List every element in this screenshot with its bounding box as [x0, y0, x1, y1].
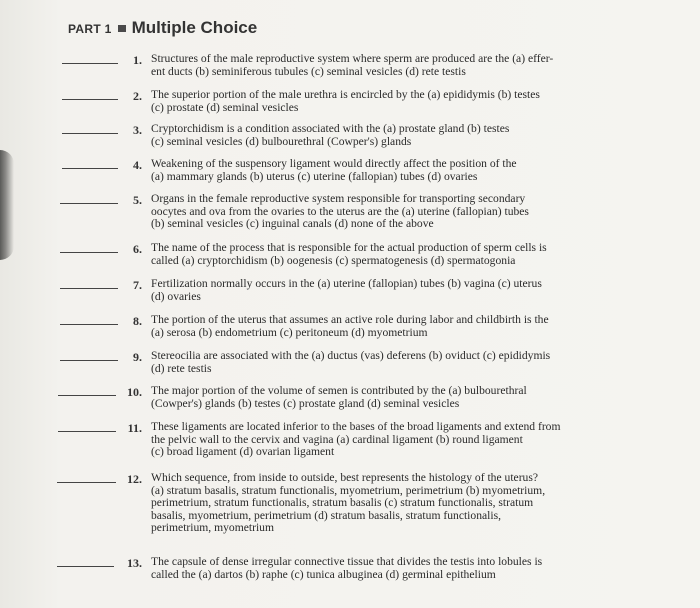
question-text-line: These ligaments are located inferior to the bases of the broad ligaments and extend from: [151, 420, 561, 433]
question-text-line: Fertilization normally occurs in the (a) uterine (fallopian) tubes (b) vagina (c) uterus: [151, 277, 542, 290]
answer-blank[interactable]: [60, 324, 118, 325]
question-text: [151, 53, 641, 78]
question-text: [151, 242, 641, 267]
question-text: [151, 556, 641, 581]
answer-blank[interactable]: [62, 63, 118, 64]
answer-blank[interactable]: [62, 99, 118, 100]
section-header: [68, 18, 257, 38]
question-text-line: (c) broad ligament (d) ovarian ligament: [151, 445, 335, 458]
question-text-line: The superior portion of the male urethra is encircled by the (a) epididymis (b) testes: [151, 88, 540, 101]
question-text-line: (d) rete testis: [151, 361, 212, 375]
answer-blank[interactable]: [60, 360, 118, 361]
question-number: 10.: [127, 385, 142, 399]
question-number: 7.: [133, 278, 142, 292]
page-edge-shadow: [0, 150, 14, 260]
question-number: 11.: [127, 421, 142, 435]
question-text: [151, 193, 641, 231]
question-number: 4.: [133, 158, 142, 172]
question-text: [151, 385, 641, 410]
question-text-line: perimetrium, stratum functionalis, stratum basalis (c) stratum functionalis, stratum: [151, 496, 534, 509]
question-number: 9.: [133, 350, 142, 364]
part-label: PART 1: [68, 22, 112, 36]
question-text-line: The capsule of dense irregular connective tissue that divides the testis into lobules is: [151, 555, 543, 568]
question-text-line: (Cowper's) glands (b) testes (c) prostate gland (d) seminal vesicles: [151, 396, 460, 410]
answer-blank[interactable]: [62, 133, 118, 134]
question-text: [151, 472, 641, 535]
question-text-line: Structures of the male reproductive system where sperm are produced are the (a) effer-: [151, 52, 554, 65]
answer-blank[interactable]: [62, 168, 118, 169]
question-number: 12.: [127, 472, 142, 486]
question-text: [151, 421, 641, 459]
question-text-line: (c) seminal vesicles (d) bulbourethral (Cowper's) glands: [151, 134, 412, 148]
answer-blank[interactable]: [60, 288, 118, 289]
question-text-line: basalis, myometrium, perimetrium (d) stratum basalis, stratum functionalis,: [151, 508, 501, 522]
section-title: Multiple Choice: [131, 18, 258, 37]
question-text-line: (b) seminal vesicles (c) inguinal canals (d) none of the above: [151, 217, 434, 230]
question-number: 5.: [133, 193, 142, 207]
question-text: [151, 89, 641, 114]
question-text-line: ent ducts (b) seminiferous tubules (c) seminal vesicles (d) rete testis: [151, 64, 466, 78]
question-text-line: Cryptorchidism is a condition associated with the (a) prostate gland (b) testes: [151, 122, 510, 135]
question-text-line: called the (a) dartos (b) raphe (c) tunica albuginea (d) germinal epithelium: [151, 567, 496, 581]
answer-blank[interactable]: [58, 395, 116, 396]
answer-blank[interactable]: [60, 203, 118, 204]
question-text-line: the pelvic wall to the cervix and vagina (a) cardinal ligament (b) round ligament: [151, 432, 523, 446]
question-text: [151, 123, 641, 148]
question-text: [151, 278, 641, 303]
question-text-line: The major portion of the volume of semen is contributed by the (a) bulbourethral: [151, 384, 527, 397]
question-text-line: Organs in the female reproductive system responsible for transporting secondary: [151, 192, 526, 205]
question-number: 1.: [133, 53, 142, 67]
answer-blank[interactable]: [60, 252, 118, 253]
question-text-line: The name of the process that is responsible for the actual production of sperm cells is: [151, 241, 547, 254]
answer-blank[interactable]: [57, 566, 114, 567]
question-text-line: (a) serosa (b) endometrium (c) peritoneum (d) myometrium: [151, 325, 428, 339]
answer-blank[interactable]: [57, 482, 116, 483]
question-number: 8.: [133, 314, 142, 328]
question-text-line: called (a) cryptorchidism (b) oogenesis (c) spermatogenesis (d) spermatogonia: [151, 253, 516, 267]
question-text: [151, 314, 641, 339]
question-text-line: Stereocilia are associated with the (a) ductus (vas) deferens (b) oviduct (c) epididymis: [151, 349, 551, 362]
question-number: 3.: [133, 123, 142, 137]
question-text-line: (a) mammary glands (b) uterus (c) uterine (fallopian) tubes (d) ovaries: [151, 169, 478, 183]
question-text-line: oocytes and ova from the ovaries to the uterus are the (a) uterine (fallopian) tubes: [151, 204, 529, 218]
question-text-line: perimetrium, myometrium: [151, 521, 274, 534]
question-text-line: Weakening of the suspensory ligament would directly affect the position of the: [151, 157, 517, 170]
question-number: 13.: [127, 556, 142, 570]
question-number: 6.: [133, 242, 142, 256]
question-text-line: (c) prostate (d) seminal vesicles: [151, 100, 299, 114]
question-text: [151, 350, 641, 375]
question-text-line: (d) ovaries: [151, 289, 201, 303]
question-text-line: (a) stratum basalis, stratum functionalis, myometrium, perimetrium (b) myometrium,: [151, 483, 546, 497]
square-bullet-icon: [118, 25, 126, 32]
question-text-line: Which sequence, from inside to outside, best represents the histology of the uterus?: [151, 471, 539, 484]
answer-blank[interactable]: [58, 431, 116, 432]
question-number: 2.: [133, 89, 142, 103]
question-text: [151, 158, 641, 183]
question-text-line: The portion of the uterus that assumes an active role during labor and childbirth is the: [151, 313, 549, 326]
